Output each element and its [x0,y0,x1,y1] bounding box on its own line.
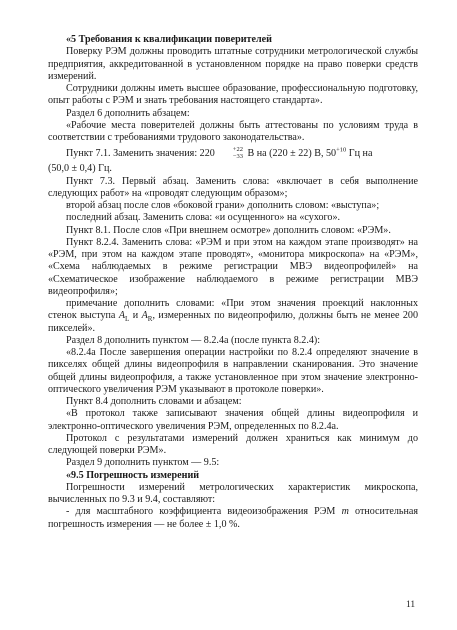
scale-factor-lead: - для масштабного коэффициента видеоизображения РЭМ [66,506,342,518]
p7-1-tail: Гц на [346,148,373,160]
scale-factor-tail: относительная погрешность измерения — не более ± 1,0 %. [48,506,418,530]
paragraph-scale-factor [48,506,418,531]
paragraph: Поверку РЭМ должны проводить штатные сотрудники метрологической службы предприятия, аккредитованной в установленном порядке на право поверки средств измерений. [48,46,418,82]
paragraph-note [48,298,418,335]
paragraph: Пункт 8.1. После слов «При внешнем осмотре» дополнить словом: «РЭМ». [66,224,391,236]
paragraph: второй абзац после слов «боковой грани» дополнить словом: «выступа»; [66,200,380,212]
p7-1-mid: В на (220 ± 22) В, 50 [244,148,337,160]
voltage-tolerance-lower: −33 [232,152,243,160]
paragraph: Раздел 8 дополнить пунктом — 8.2.4а (после пункта 8.2.4): [66,334,321,346]
page-content [48,34,418,531]
voltage-tolerance [215,147,243,160]
paragraph: Раздел 6 дополнить абзацем: [66,107,190,119]
note-lead: примечание дополнить словами: «При этом значения проекций наклонных стенок выступа [48,298,418,322]
paragraph: Пункт 8.4 дополнить словами и абзацем: [66,396,242,408]
section-heading-9-5-text: «9.5 Погрешность измерений [66,469,200,481]
voltage-tolerance-upper: +22 [232,146,243,154]
note-tail: , измеренных по видеопрофилю, должны быть не менее 200 пикселей». [48,310,418,334]
note-and: и [129,310,142,322]
page-number: 11 [406,600,416,610]
paragraph: Погрешности измерений метрологических характеристик микроскопа, вычисленных по 9.3 и 9.4, составляют: [48,481,418,506]
paragraph: Пункт 8.2.4. Заменить слова: «РЭМ и при этом на каждом этапе производят» на «РЭМ, при этом на каждом этапе проводят», «монитора микроскопа» на «РЭМ», «Схема наблюдаемых в режиме регистрации МВЭ видеопрофилей» на «Схематическое изображение наблюдаемого в режиме регистрации МВЭ видеопрофиля»; [48,236,418,297]
frequency-tolerance: +10 [336,146,347,154]
p7-1-lead: Пункт 7.1. Заменить значения: [66,148,200,160]
voltage-value: 220 [199,148,215,160]
section-heading-5-text: «5 Требования к квалификации поверителей [66,34,272,45]
symbol-a-r: A [141,310,148,322]
paragraph: «Рабочие места поверителей должны быть аттестованы по условиям труда в соответствии с требованиями трудового законодательства». [48,119,418,143]
paragraph: Сотрудники должны иметь высшее образование, профессиональную подготовку, опыт работы с РЭМ и знать требования настоящего стандарта». [48,83,418,107]
symbol-a-l-subscript: L [125,315,130,324]
paragraph-7-1 [48,147,418,160]
paragraph: Пункт 7.3. Первый абзац. Заменить слова: «включает в себя выполнение следующих работ» на «проводят следующим образом»; [48,175,418,199]
symbol-a-l: A [118,310,126,322]
section-heading-9-5 [48,470,418,482]
paragraph: Раздел 9 дополнить пунктом — 9.5: [66,457,220,469]
paragraph: «8.2.4а После завершения операции настройки по 8.2.4 определяют значение в пикселях общей длины видеопрофиля в направлении сканирования. Это значение общей длины видеопрофиля, а также установленное при этом значение электронно-оптического увеличения РЭМ указывают в протоколе поверки». [48,347,418,395]
paragraph: Протокол с результатами измерений должен храниться как минимум до следующей поверки РЭМ». [48,432,418,457]
paragraph: «В протокол также записывают значения общей длины видеопрофиля и электронно-оптического увеличения РЭМ, определенных по 8.2.4а. [48,408,418,432]
paragraph: (50,0 ± 0,4) Гц. [48,163,112,175]
paragraph: последний абзац. Заменить слова: «и осущенного» на «сухого». [66,212,341,224]
section-heading-5 [48,34,418,46]
symbol-a-r-subscript: R [147,315,153,324]
symbol-m: m [341,506,349,518]
